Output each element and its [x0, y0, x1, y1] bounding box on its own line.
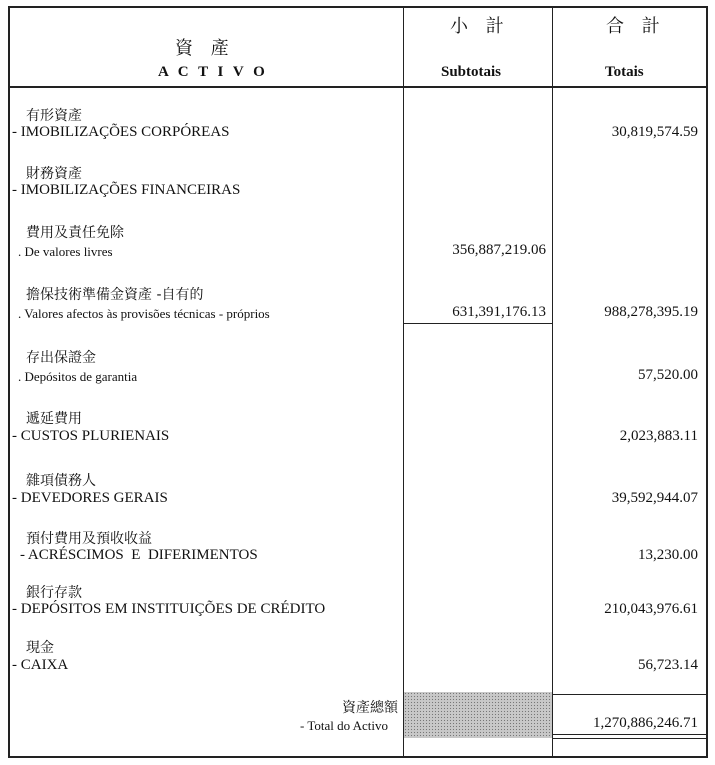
row-label-cn: 財務資產 [26, 166, 82, 182]
row-total: 988,278,395.19 [604, 304, 698, 320]
row-label-pt: . Valores afectos às provisões técnicas - próprios [18, 306, 270, 321]
row-label-cn: 有形資產 [26, 108, 82, 124]
total-double-rule-2 [552, 738, 706, 739]
row-total: 39,592,944.07 [611, 490, 698, 506]
subtotal-underline [404, 323, 552, 324]
row-label-pt: . Depósitos de garantia [18, 369, 138, 384]
total-value: 1,270,886,246.71 [593, 715, 698, 731]
total-label-pt: - Total do Activo [300, 718, 389, 733]
row-label-cn: 擔保技術準備金資產 -自有的 [26, 287, 204, 303]
row-label-pt: - DEVEDORES GERAIS [12, 490, 168, 506]
row-total: 2,023,883.11 [619, 428, 698, 444]
subtotal-shaded-cell [404, 692, 552, 738]
row-label-pt: - IMOBILIZAÇÕES FINANCEIRAS [12, 182, 241, 198]
row-label-cn: 雜項債務人 [26, 473, 96, 489]
row-label-pt: . De valores livres [18, 244, 113, 259]
row-label-pt: - ACRÉSCIMOS E DIFERIMENTOS [20, 547, 258, 563]
header-totais-pt: Totais [605, 64, 644, 80]
row-label-pt: - CAIXA [12, 657, 69, 673]
row-label-cn: 存出保證金 [26, 350, 96, 366]
header-divider [8, 86, 708, 88]
row-label-cn: 預付費用及預收收益 [26, 531, 152, 547]
header-activo-cn: 資 產 [175, 38, 235, 59]
row-label-pt: - CUSTOS PLURIENAIS [12, 428, 170, 444]
row-subtotal: 356,887,219.06 [452, 242, 546, 258]
row-label-cn: 現金 [26, 640, 54, 656]
row-label-cn: 遞延費用 [26, 411, 82, 427]
header-subtotais-pt: Subtotais [441, 64, 502, 80]
header-activo-pt: A C T I V O [158, 64, 268, 80]
row-label-cn: 費用及責任免除 [26, 225, 124, 241]
row-total: 56,723.14 [638, 657, 698, 673]
row-label-cn: 銀行存款 [26, 585, 82, 601]
row-label-pt: - IMOBILIZAÇÕES CORPÓREAS [12, 124, 230, 140]
header-subtotais-cn: 小 計 [450, 16, 510, 37]
row-total: 13,230.00 [638, 547, 698, 563]
column-divider-right [552, 6, 553, 758]
column-divider-left [403, 6, 404, 758]
total-double-rule-1 [552, 734, 706, 735]
total-label-cn: 資產總額 [342, 700, 398, 716]
row-total: 30,819,574.59 [611, 124, 698, 140]
row-label-pt: - DEPÓSITOS EM INSTITUIÇÕES DE CRÉDITO [12, 601, 326, 617]
row-total: 210,043,976.61 [604, 601, 698, 617]
total-top-rule [552, 694, 706, 695]
row-subtotal: 631,391,176.13 [452, 304, 546, 320]
row-total: 57,520.00 [638, 367, 698, 383]
header-totais-cn: 合 計 [606, 16, 666, 37]
